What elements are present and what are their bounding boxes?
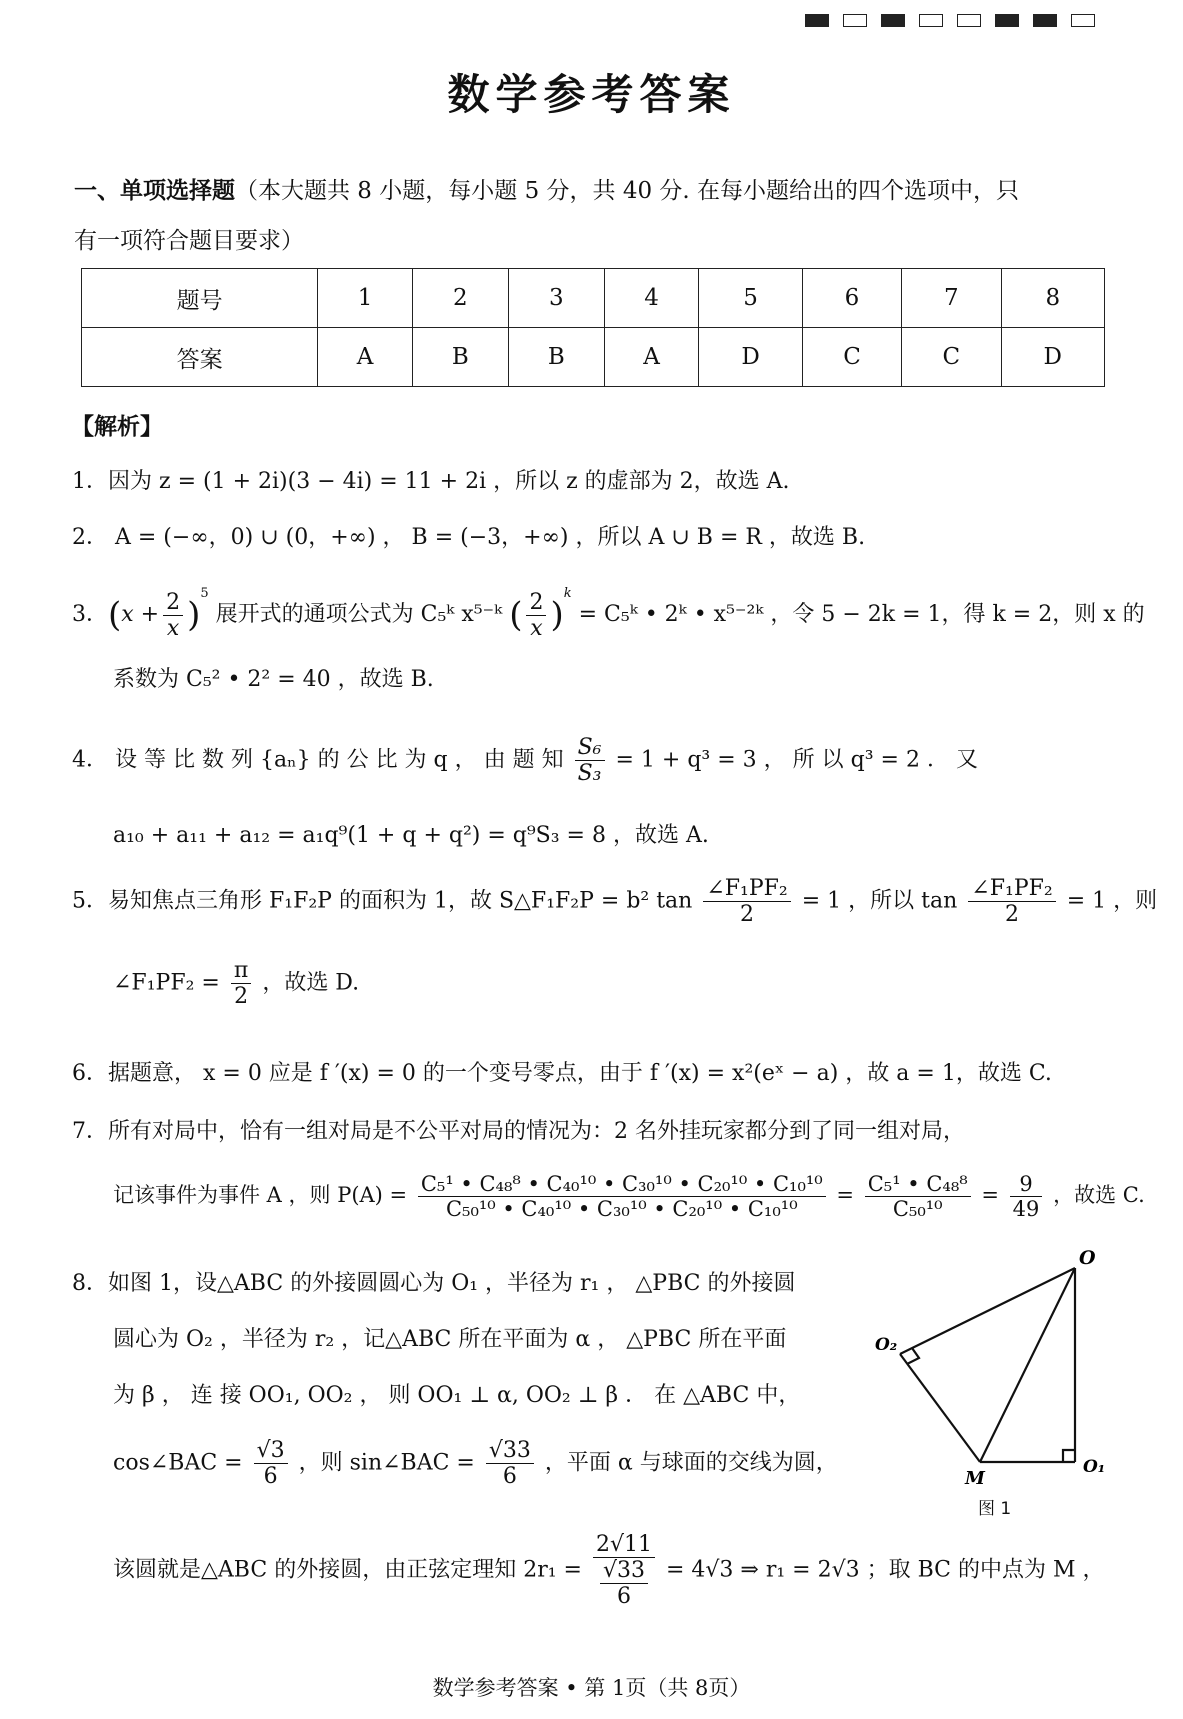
table-cell: C	[802, 328, 901, 387]
q8-cos-den: 6	[263, 1464, 278, 1489]
q5-pi-num: π	[231, 958, 251, 984]
q4-text-2: = 1 + q³ = 3 ， 所 以 q³ = 2 ． 又	[615, 747, 978, 773]
label-m: M	[965, 1468, 985, 1489]
q8-r-den	[593, 1558, 655, 1609]
q3-prefix: 3．	[72, 602, 108, 627]
q3-fraction-2	[526, 590, 546, 641]
q8-r-fraction	[593, 1532, 655, 1609]
q8-sin-fraction	[486, 1438, 534, 1489]
q7-fraction-2-num: C₅¹ • C₄₈⁸	[865, 1172, 971, 1197]
q3-fraction-num: 2	[163, 590, 183, 616]
label-o1: O₁	[1083, 1457, 1106, 1477]
table-cell: 1	[318, 269, 413, 328]
q4-fraction-num: S₆	[575, 735, 605, 761]
q7-fraction-2	[865, 1172, 971, 1221]
q8-sin-den: 6	[502, 1464, 517, 1489]
q7-fraction-1-num: C₅¹ • C₄₈⁸ • C₄₀¹⁰ • C₃₀¹⁰ • C₂₀¹⁰ • C₁₀¹⁰	[418, 1172, 826, 1197]
q8-cos-num: √3	[254, 1438, 288, 1464]
section-note-2: 有一项符合题目要求）	[74, 228, 304, 254]
q3-paren-open-2: (	[509, 595, 523, 635]
q3-paren-close-2: )	[550, 595, 564, 635]
table-cell: B	[508, 328, 604, 387]
table-cell: A	[318, 328, 413, 387]
table-cell: 7	[902, 269, 1001, 328]
table-cell: D	[699, 328, 802, 387]
solution-1: 1．因为 z = (1 + 2i)(3 − 4i) = 11 + 2i ，所以 z 的虚部为 2，故选 A.	[72, 469, 790, 494]
figure-caption: 图 1	[978, 1499, 1012, 1519]
q7-fraction-3	[1010, 1172, 1043, 1221]
q5-fraction-num: ∠F₁PF₂	[703, 876, 790, 902]
corner-mark	[805, 14, 829, 27]
q7-text-1: 记该事件为事件 A ，则 P(A) =	[113, 1183, 408, 1207]
q8-circle-text: 该圆就是△ABC 的外接圆，由正弦定理知 2r₁ =	[113, 1557, 582, 1583]
right-angle-o1	[1063, 1450, 1075, 1462]
page-title: 数学参考答案	[447, 70, 736, 119]
q3-text-1: 展开式的通项公式为 C₅ᵏ x⁵⁻ᵏ	[215, 602, 503, 627]
q8-cos-fraction	[254, 1438, 288, 1489]
q5-fraction	[703, 876, 790, 927]
analysis-label: 【解析】	[71, 414, 163, 440]
corner-mark	[1071, 14, 1095, 27]
solution-8-line-5	[113, 1532, 1105, 1609]
table-cell: 8	[1001, 269, 1104, 328]
q3-text-2: = C₅ᵏ • 2ᵏ • x⁵⁻²ᵏ ，令 5 − 2k = 1，得 k = 2，则 x 的	[578, 602, 1145, 627]
q8-r-den-num: √33	[600, 1558, 648, 1584]
q5-pi-fraction	[231, 958, 251, 1009]
q4-fraction	[575, 735, 605, 786]
solution-4-line-1	[72, 735, 978, 786]
solution-5-line-2	[113, 958, 359, 1009]
q5-pi-den: 2	[234, 984, 249, 1009]
q8-cos: cos∠BAC =	[113, 1450, 243, 1476]
section-note-1: （本大题共 8 小题，每小题 5 分，共 40 分. 在每小题给出的四个选项中，只	[235, 178, 1020, 204]
solution-7-line-1: 7．所有对局中，恰有一组对局是不公平对局的情况为：2 名外挂玩家都分到了同一组对局，	[72, 1119, 965, 1144]
q4-fraction-den: S₃	[577, 761, 602, 786]
solution-6: 6．据题意， x = 0 应是 f ′(x) = 0 的一个变号零点，由于 f ′(x) = x²(eˣ − a) ，故 a = 1，故选 C.	[72, 1061, 1052, 1086]
page-footer: 数学参考答案 • 第 1页（共 8页）	[432, 1676, 751, 1700]
line-o-m	[980, 1268, 1075, 1462]
table-cell: D	[1001, 328, 1104, 387]
q5-fraction-2	[968, 876, 1055, 927]
q5-text-1: 5．易知焦点三角形 F₁F₂P 的面积为 1，故 S△F₁F₂P = b² tan	[72, 888, 693, 914]
q8-sin: ，则 sin∠BAC =	[298, 1450, 475, 1476]
section-title: 一、单项选择题	[74, 178, 235, 204]
q8-r-den-den: 6	[616, 1584, 631, 1609]
q3-power: 5	[200, 586, 209, 601]
corner-marks	[805, 14, 1095, 27]
label-o: O	[1079, 1250, 1096, 1269]
label-o2: O₂	[875, 1335, 898, 1355]
q8-r-num: 2√11	[593, 1532, 655, 1558]
q5-text-3: = 1 ，则	[1066, 888, 1158, 914]
q4-text-1: 4． 设 等 比 数 列 {aₙ} 的 公 比 为 q ， 由 题 知	[72, 747, 564, 773]
solution-3-line-1	[72, 586, 1145, 641]
solution-8-line-4	[113, 1438, 838, 1489]
q8-r-den-fraction	[600, 1558, 648, 1609]
q7-fraction-3-num: 9	[1010, 1172, 1043, 1197]
q3-binomial: (	[108, 595, 122, 635]
solution-4-line-2: a₁₀ + a₁₁ + a₁₂ = a₁q⁹(1 + q + q²) = q⁹S₃ = 8 ，故选 A.	[113, 823, 709, 848]
solution-5-line-1	[72, 876, 1157, 927]
q5-fraction-2-den: 2	[1005, 902, 1019, 927]
table-cell: A	[604, 328, 699, 387]
q5-fraction-2-num: ∠F₁PF₂	[968, 876, 1055, 902]
figure-lines	[900, 1268, 1075, 1462]
q7-fraction-1-den: C₅₀¹⁰ • C₄₀¹⁰ • C₃₀¹⁰ • C₂₀¹⁰ • C₁₀¹⁰	[445, 1197, 798, 1221]
table-cell: 2	[412, 269, 508, 328]
q8-sin-num: √33	[486, 1438, 534, 1464]
section-heading	[74, 166, 1114, 266]
q3-fraction-den: x	[166, 615, 180, 641]
q3-left: x +	[121, 602, 160, 627]
q8-radius-text: = 4√3 ⇒ r₁ = 2√3 ；取 BC 的中点为 M ，	[665, 1557, 1105, 1583]
q7-fraction-2-den: C₅₀¹⁰	[892, 1197, 943, 1221]
figure-1	[875, 1250, 1125, 1490]
q5-angle: ∠F₁PF₂ =	[113, 970, 220, 996]
solution-2: 2． A = (−∞，0) ∪ (0，+∞) ， B = (−3，+∞) ，所以 A ∪ B = R ，故选 B.	[72, 525, 866, 550]
q5-text-4: ，故选 D.	[262, 970, 360, 996]
q3-power-k: k	[563, 586, 572, 601]
corner-mark	[957, 14, 981, 27]
q3-fraction-2-den: x	[530, 615, 543, 641]
solution-7-line-2	[113, 1172, 1145, 1221]
solution-8-line-3: 为 β ， 连 接 OO₁, OO₂ ， 则 OO₁ ⊥ α, OO₂ ⊥ β ． 在 △ABC 中，	[113, 1383, 801, 1408]
q3-paren-close: )	[187, 595, 201, 635]
table-header-cell: 答案	[82, 328, 318, 387]
table-cell: 5	[699, 269, 802, 328]
q7-fraction-1	[418, 1172, 826, 1221]
solution-3-line-2: 系数为 C₅² • 2² = 40 ，故选 B.	[113, 667, 434, 692]
corner-mark	[919, 14, 943, 27]
q7-eq-1: =	[836, 1183, 855, 1207]
q7-eq-2: =	[981, 1183, 999, 1207]
table-row	[82, 269, 1105, 328]
q5-fraction-den: 2	[740, 902, 755, 927]
answer-table	[81, 268, 1105, 387]
table-cell: 6	[802, 269, 901, 328]
solution-8-line-2: 圆心为 O₂ ，半径为 r₂ ，记△ABC 所在平面为 α ， △PBC 所在平面	[113, 1327, 787, 1352]
table-header-cell: 题号	[82, 269, 318, 328]
corner-mark	[881, 14, 905, 27]
solution-8-line-1: 8．如图 1，设△ABC 的外接圆圆心为 O₁ ，半径为 r₁ ， △PBC 的外接圆	[72, 1271, 796, 1296]
table-cell: 4	[604, 269, 699, 328]
corner-mark	[843, 14, 867, 27]
corner-mark	[995, 14, 1019, 27]
q3-fraction-2-num: 2	[526, 590, 546, 616]
q3-fraction	[163, 590, 183, 641]
line-o-o2	[900, 1268, 1075, 1354]
q7-fraction-3-den: 49	[1012, 1197, 1040, 1221]
q8-text-plane: ，平面 α 与球面的交线为圆，	[544, 1450, 838, 1476]
table-cell: B	[412, 328, 508, 387]
q5-text-2: = 1 ，所以 tan	[801, 888, 958, 914]
q7-text-2: ，故选 C.	[1053, 1183, 1145, 1207]
corner-mark	[1033, 14, 1057, 27]
table-row	[82, 328, 1105, 387]
table-cell: C	[902, 328, 1001, 387]
table-cell: 3	[508, 269, 604, 328]
line-o2-m	[900, 1354, 980, 1462]
